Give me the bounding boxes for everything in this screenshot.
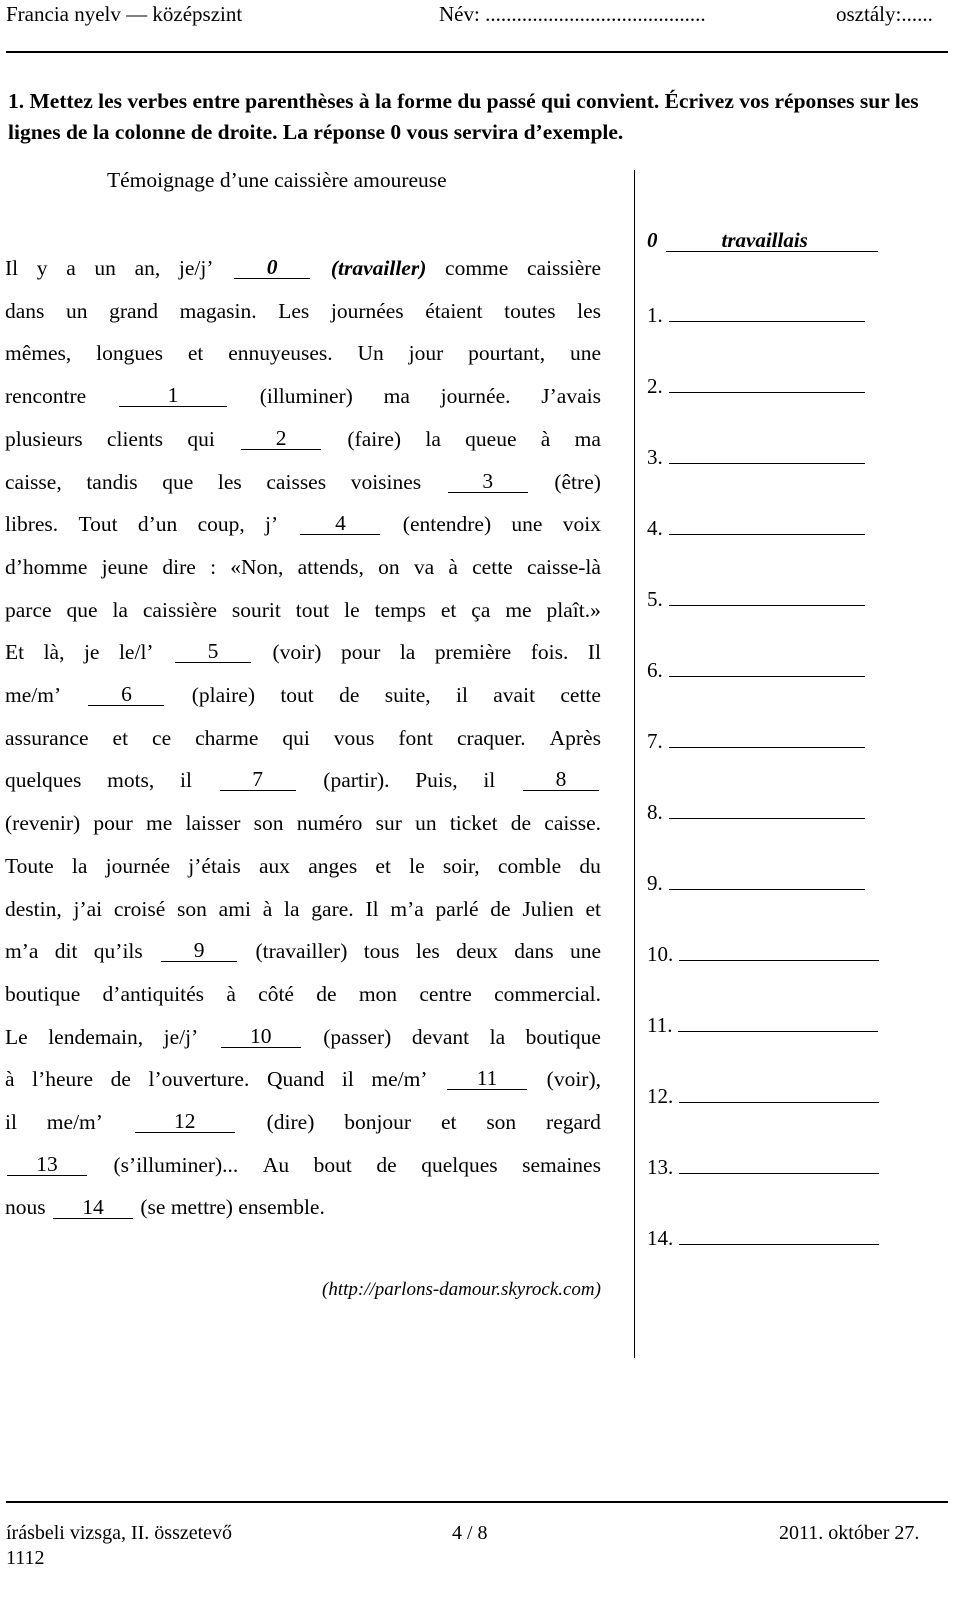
answer-line-11[interactable] (647, 1009, 878, 1038)
gap-3: 3 (448, 470, 528, 493)
word: ensemble. (238, 1195, 325, 1220)
word: qui (187, 426, 215, 451)
word: vous (333, 725, 375, 750)
answer-example-value: travaillais (666, 229, 878, 252)
word: me/m’ (46, 1110, 103, 1134)
text-line (5, 1067, 601, 1092)
answer-blank[interactable] (679, 938, 879, 961)
word: les (217, 469, 242, 494)
word: une (569, 341, 601, 366)
answer-blank[interactable] (679, 1222, 879, 1245)
answer-line-6[interactable] (647, 654, 865, 683)
word: Toute (5, 853, 54, 878)
word: comme (445, 256, 509, 280)
word: (voir), (546, 1067, 601, 1092)
word: son (486, 1110, 517, 1134)
word: Tout (78, 512, 118, 537)
word: (partir). (323, 768, 390, 793)
word: (faire) (347, 426, 402, 451)
word: de (510, 811, 532, 836)
text-line (5, 768, 601, 793)
word: an, (134, 256, 161, 280)
word: (passer) (323, 1024, 392, 1049)
text-line (5, 854, 601, 879)
word: assurance (5, 725, 89, 750)
word: ennuyeuses. (228, 341, 333, 366)
word: il (483, 768, 496, 793)
gap-14: 14 (53, 1196, 133, 1219)
word: Il (365, 896, 379, 921)
text-line (5, 939, 601, 964)
word: : (210, 554, 217, 579)
header-class-field: osztály:...... (836, 2, 933, 26)
word: toutes (504, 298, 556, 323)
answer-number: 5. (647, 587, 663, 611)
word: mon (358, 981, 398, 1006)
word: a (66, 256, 76, 280)
word: caisse, (5, 469, 62, 494)
word: temps (374, 597, 426, 622)
word: (être) (554, 469, 601, 494)
word: j’ai (73, 896, 103, 921)
word: devant (411, 1024, 470, 1049)
word: dit (54, 939, 78, 964)
word: journée (105, 853, 171, 878)
word: me (505, 597, 532, 622)
answer-number: 7. (647, 729, 663, 753)
word: un (66, 298, 88, 323)
answer-line-10[interactable] (647, 938, 879, 967)
text-line (5, 256, 601, 281)
answer-number: 3. (647, 445, 663, 469)
word: et (187, 341, 204, 366)
word: je/j’ (178, 256, 214, 280)
word: (travailler) (330, 256, 427, 280)
answer-number: 10. (647, 942, 674, 966)
word: font (398, 725, 434, 750)
column-divider (634, 170, 635, 1358)
gap-1: 1 (119, 384, 227, 407)
word: quelques (5, 768, 82, 793)
answer-blank[interactable] (679, 1080, 879, 1103)
word: regard (546, 1110, 601, 1134)
word: me (146, 811, 173, 836)
word: la (71, 853, 88, 878)
word: journée. (440, 384, 511, 409)
word: longues (96, 341, 163, 366)
word: (travailler) (255, 939, 348, 964)
word: voisines (350, 469, 422, 494)
answer-number: 6. (647, 658, 663, 682)
word: caisses (266, 469, 327, 494)
text-line (5, 598, 601, 623)
word: il (179, 768, 192, 793)
text-line (5, 427, 601, 452)
word: journées (330, 298, 404, 323)
word: d’un (137, 512, 178, 537)
text-line (5, 897, 601, 922)
word: sourit (231, 597, 281, 622)
answer-line-2[interactable] (647, 370, 865, 399)
word: bout (313, 1152, 352, 1177)
word: que (66, 597, 98, 622)
word: il (5, 1110, 17, 1134)
word: son (253, 811, 284, 836)
word: caisse-là (526, 554, 601, 579)
word: sur (375, 811, 402, 836)
word: le (344, 597, 360, 622)
word: côté (258, 981, 294, 1006)
answer-number: 11. (647, 1013, 673, 1037)
word: quelques (421, 1152, 498, 1177)
word: et (440, 597, 457, 622)
answer-line-12[interactable] (647, 1080, 879, 1109)
word: à (226, 981, 236, 1006)
word: bonjour (344, 1110, 412, 1134)
word: pourtant, (468, 341, 546, 366)
word: pour (340, 640, 381, 665)
word: caisse. (544, 811, 601, 836)
word: laisser (185, 811, 241, 836)
text-source: (http://parlons-damour.skyrock.com) (322, 1279, 601, 1300)
word: j’étais (188, 853, 241, 878)
word: numéro (296, 811, 363, 836)
word: il (341, 1067, 354, 1092)
gap-12: 12 (135, 1110, 235, 1133)
word: la (399, 640, 416, 665)
answer-blank[interactable] (669, 512, 865, 535)
word: à (448, 554, 458, 579)
word: dans (5, 298, 45, 323)
word: du (579, 853, 601, 878)
text-line (5, 384, 601, 409)
word: Julien (522, 896, 574, 921)
word: mots, (107, 768, 155, 793)
word: qu’ils (93, 939, 143, 964)
word: là, (43, 640, 65, 665)
word: (s’illuminer)... (113, 1152, 239, 1177)
word: nous (5, 1195, 46, 1220)
text-line (5, 1195, 601, 1220)
word: gare. (311, 896, 354, 921)
word: cette (472, 554, 513, 579)
word: et (585, 896, 601, 921)
word: dans (514, 939, 554, 964)
word: de (110, 1067, 131, 1092)
word: d’homme (5, 554, 88, 579)
answer-line-1[interactable] (647, 299, 865, 328)
answer-number: 14. (647, 1226, 674, 1250)
answer-blank[interactable] (669, 725, 865, 748)
word: magasin. (179, 298, 257, 323)
answer-number: 9. (647, 871, 663, 895)
word: à (540, 426, 551, 451)
word: va (413, 554, 435, 579)
gap-10: 10 (221, 1025, 301, 1048)
text-line (5, 341, 601, 366)
word: me/m’ (371, 1067, 428, 1092)
word: un (415, 811, 437, 836)
word: boutique (5, 981, 81, 1006)
word: Il (587, 640, 601, 665)
word: ce (152, 725, 172, 750)
word: semaines (522, 1152, 601, 1177)
word: jeune (101, 554, 149, 579)
word: de (339, 683, 360, 707)
gap-2: 2 (241, 427, 321, 450)
word: caissière (526, 256, 601, 280)
answer-blank[interactable] (669, 796, 865, 819)
gap-13: 13 (7, 1153, 87, 1176)
word: une (569, 939, 601, 964)
word: la (489, 1024, 506, 1049)
word: commercial. (494, 981, 601, 1006)
word: pour (93, 811, 133, 836)
word: mêmes, (5, 341, 72, 366)
word: coup, (197, 512, 245, 537)
word: la (284, 896, 300, 921)
word: le/l’ (118, 640, 154, 665)
word: me/m’ (5, 683, 62, 707)
word: m’a (390, 896, 424, 921)
word: une (511, 512, 543, 537)
answer-line-9[interactable] (647, 867, 865, 896)
task-instructions: 1. Mettez les verbes entre parenthèses à la forme du passé qui convient. Écrivez vos réponses sur les lignes de la colonne de droite. La réponse 0 vous servira d’exemple. (8, 89, 919, 144)
word: libres. (5, 512, 59, 537)
text-line (5, 555, 601, 580)
word: y (36, 256, 48, 280)
word: tout (295, 597, 330, 622)
word: charme (195, 725, 259, 750)
word: m’a (5, 939, 39, 964)
word: la (112, 597, 128, 622)
footer-rule (6, 1501, 948, 1503)
word: première (434, 640, 512, 665)
footer-date: 2011. október 27. (779, 1522, 920, 1544)
word: le (409, 853, 425, 878)
word: Il (5, 256, 19, 280)
footer-exam: írásbeli vizsga, II. összetevő (6, 1522, 233, 1544)
word: (revenir) (5, 811, 81, 836)
word: (se (140, 1195, 166, 1220)
word: parlé (435, 896, 479, 921)
word: rencontre (5, 384, 87, 409)
word: il (456, 683, 468, 707)
text-line (5, 982, 601, 1007)
word: fois. (530, 640, 569, 665)
word: tous (363, 939, 400, 964)
answer-line-7[interactable] (647, 725, 865, 754)
word: étaient (425, 298, 483, 323)
word: J’avais (541, 384, 601, 409)
answer-example-label: 0 (647, 228, 658, 252)
word: à (262, 896, 273, 921)
text-line (5, 1153, 601, 1178)
word: et (112, 725, 129, 750)
word: les (415, 939, 440, 964)
answer-example (647, 228, 878, 253)
word: d’antiquités (102, 981, 205, 1006)
word: plusieurs (5, 426, 83, 451)
text-line (5, 470, 601, 495)
word: Après (549, 725, 601, 750)
word: plaît.» (546, 597, 601, 622)
word: queue (465, 426, 517, 451)
gap-5: 5 (175, 640, 251, 663)
word: centre (419, 981, 472, 1006)
word: lendemain, (48, 1024, 144, 1049)
word: de (376, 1152, 397, 1177)
gap-8: 8 (523, 768, 599, 791)
word: mettre) (170, 1195, 233, 1220)
answer-number: 2. (647, 374, 663, 398)
answer-line-13[interactable] (647, 1151, 879, 1180)
word: on (378, 554, 400, 579)
word: ami (218, 896, 251, 921)
footer-code: 1112 (6, 1547, 45, 1569)
word: ça (471, 597, 491, 622)
word: voix (562, 512, 601, 537)
answer-number: 12. (647, 1084, 674, 1108)
answer-number: 4. (647, 516, 663, 540)
word: qui (282, 725, 310, 750)
word: (illuminer) (259, 384, 353, 409)
answer-line-14[interactable] (647, 1222, 879, 1251)
word: suite, (384, 683, 431, 707)
word: cette (560, 683, 601, 707)
word: de (316, 981, 337, 1006)
answer-blank[interactable] (669, 654, 865, 677)
header-subject: Francia nyelv — középszint (6, 2, 243, 26)
gap-0: 0 (234, 256, 310, 279)
answer-number: 13. (647, 1155, 674, 1179)
page-header (0, 0, 960, 30)
word: craquer. (457, 725, 526, 750)
answer-line-4[interactable] (647, 512, 865, 541)
word: Le (5, 1024, 28, 1049)
answer-number: 1. (647, 303, 663, 327)
word: (entendre) (402, 512, 492, 537)
word: et (440, 1110, 457, 1134)
text-title: Témoignage d’une caissière amoureuse (107, 168, 447, 192)
word: de (490, 896, 511, 921)
answer-blank[interactable] (669, 299, 865, 322)
word: j’ (265, 512, 279, 537)
gap-6: 6 (88, 683, 164, 706)
header-name-field: Név: .......................................... (439, 2, 706, 26)
word: à (5, 1067, 15, 1092)
word: (voir) (272, 640, 322, 665)
word: «Non, (230, 554, 284, 579)
text-line (5, 726, 601, 751)
word: ma (574, 426, 601, 451)
word: grand (109, 298, 159, 323)
word: un (94, 256, 116, 280)
text-line (5, 299, 601, 324)
word: attends, (297, 554, 364, 579)
word: aux (259, 853, 291, 878)
word: clients (106, 426, 164, 451)
word: Quand (266, 1067, 325, 1092)
word: croisé (113, 896, 166, 921)
answer-blank[interactable] (669, 867, 865, 890)
answer-blank[interactable] (669, 441, 865, 464)
text-line (5, 512, 601, 537)
word: anges (308, 853, 358, 878)
word: comble (497, 853, 562, 878)
word: ticket (449, 811, 498, 836)
word: les (577, 298, 601, 323)
word: parce (5, 597, 52, 622)
word: Les (278, 298, 310, 323)
word: caissière (142, 597, 217, 622)
word: je/j’ (163, 1024, 199, 1049)
word: Un (357, 341, 384, 366)
answer-number: 8. (647, 800, 663, 824)
word: boutique (525, 1024, 601, 1049)
word: Puis, (415, 768, 458, 793)
word: son (177, 896, 207, 921)
word: la (425, 426, 441, 451)
word: tout (280, 683, 314, 707)
word: l’ouverture. (148, 1067, 250, 1092)
answer-blank[interactable] (678, 1009, 878, 1032)
text-line (5, 1110, 601, 1135)
word: Et (5, 640, 25, 665)
text-line (5, 683, 601, 708)
text-line (5, 640, 601, 665)
footer-page: 4 / 8 (452, 1522, 488, 1544)
word: deux (456, 939, 498, 964)
gap-4: 4 (300, 512, 380, 535)
word: l’heure (32, 1067, 94, 1092)
header-rule (6, 51, 948, 53)
word: je (83, 640, 100, 665)
word: jour (408, 341, 444, 366)
gap-7: 7 (220, 768, 296, 791)
word: (plaire) (191, 683, 256, 707)
text-line (5, 1025, 601, 1050)
gap-11: 11 (447, 1067, 527, 1090)
answer-blank[interactable] (669, 583, 865, 606)
word: Au (262, 1152, 290, 1177)
text-line (5, 811, 601, 836)
word: que (162, 469, 194, 494)
answer-line-5[interactable] (647, 583, 865, 612)
word: destin, (5, 896, 62, 921)
word: avait (493, 683, 536, 707)
answer-blank[interactable] (679, 1151, 879, 1174)
gap-9: 9 (161, 939, 237, 962)
word: (dire) (266, 1110, 315, 1134)
word: ma (383, 384, 410, 409)
word: tandis (86, 469, 138, 494)
answer-blank[interactable] (669, 370, 865, 393)
word: et (375, 853, 391, 878)
answer-line-3[interactable] (647, 441, 865, 470)
word: dire (162, 554, 196, 579)
answer-line-8[interactable] (647, 796, 865, 825)
word: soir, (442, 853, 480, 878)
